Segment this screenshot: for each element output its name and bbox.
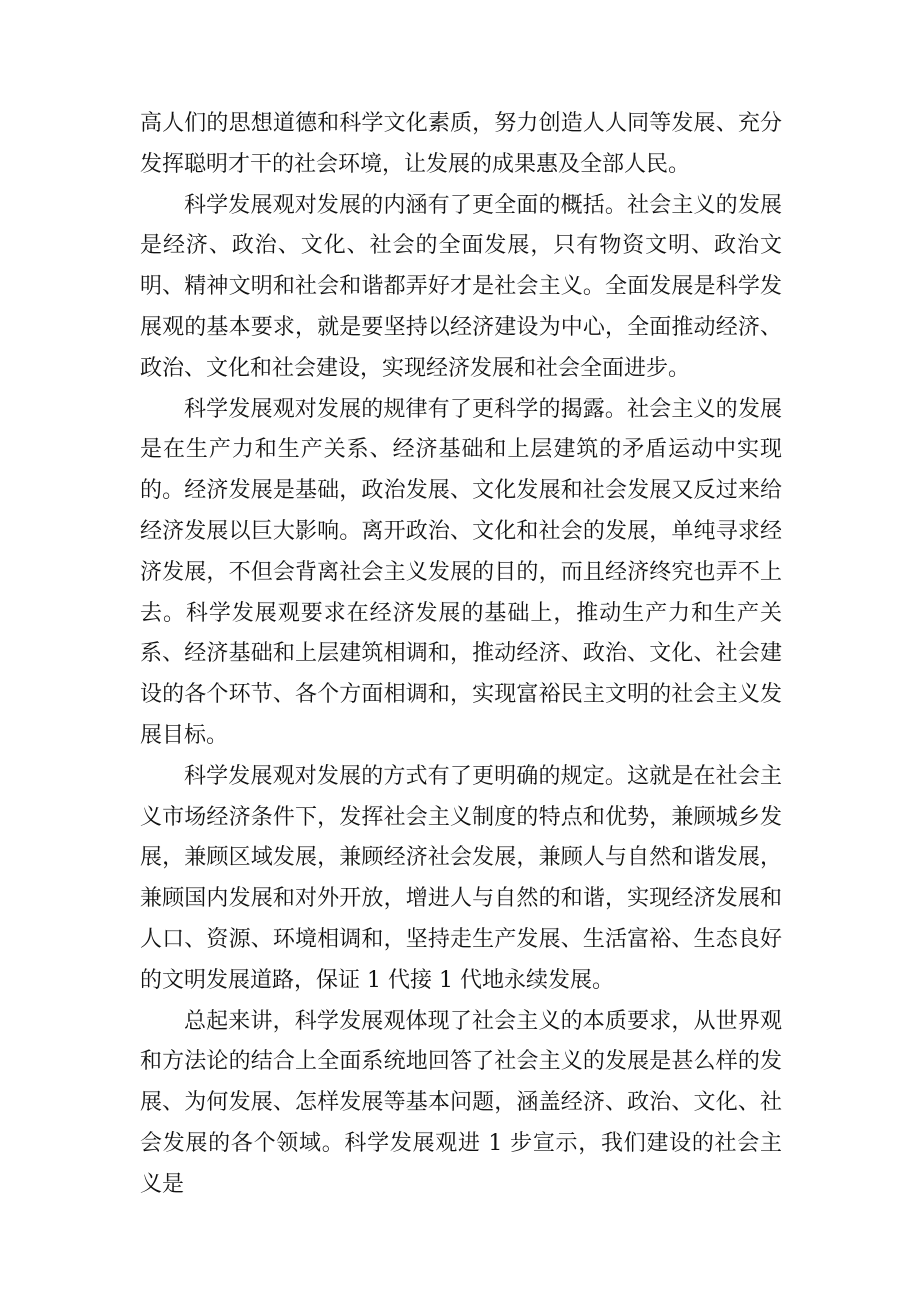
paragraph-5: 总起来讲，科学发展观体现了社会主义的本质要求，从世界观和方法论的结合上全面系统地回答了社会主义的发展是甚么样的发展、为何发展、怎样发展等基本问题，涵盖经济、政治、文化、社会发展的各个领域。科学发展观进 1 步宣示，我们建设的社会主义是 bbox=[140, 1008, 782, 1197]
paragraph-1: 高人们的思想道德和科学文化素质，努力创造人人同等发展、充分发挥聪明才干的社会环境，让发展的成果惠及全部人民。 bbox=[140, 111, 782, 177]
document-body bbox=[140, 104, 782, 1206]
paragraph-2: 科学发展观对发展的内涵有了更全面的概括。社会主义的发展是经济、政治、文化、社会的全面发展，只有物资文明、政治文明、精神文明和社会和谐都弄好才是社会主义。全面发展是科学发展观的基本要求，就是要坚持以经济建设为中心，全面推动经济、政治、文化和社会建设，实现经济发展和社会全面进步。 bbox=[140, 192, 782, 381]
paragraph-4: 科学发展观对发展的方式有了更明确的规定。这就是在社会主义市场经济条件下，发挥社会主义制度的特点和优势，兼顾城乡发展，兼顾区域发展，兼顾经济社会发展，兼顾人与自然和谐发展，兼顾国内发展和对外开放，增进人与自然的和谐，实现经济发展和人口、资源、环境相调和，坚持走生产发展、生活富裕、生态良好的文明发展道路，保证 1 代接 1 代地永续发展。 bbox=[140, 763, 782, 993]
paragraph-3: 科学发展观对发展的规律有了更科学的揭露。社会主义的发展是在生产力和生产关系、经济基础和上层建筑的矛盾运动中实现的。经济发展是基础，政治发展、文化发展和社会发展又反过来给经济发展以巨大影响。离开政治、文化和社会的发展，单纯寻求经济发展，不但会背离社会主义发展的目的，而且经济终究也弄不上去。科学发展观要求在经济发展的基础上，推动生产力和生产关系、经济基础和上层建筑相调和，推动经济、政治、文化、社会建设的各个环节、各个方面相调和，实现富裕民主文明的社会主义发展目标。 bbox=[140, 396, 782, 748]
